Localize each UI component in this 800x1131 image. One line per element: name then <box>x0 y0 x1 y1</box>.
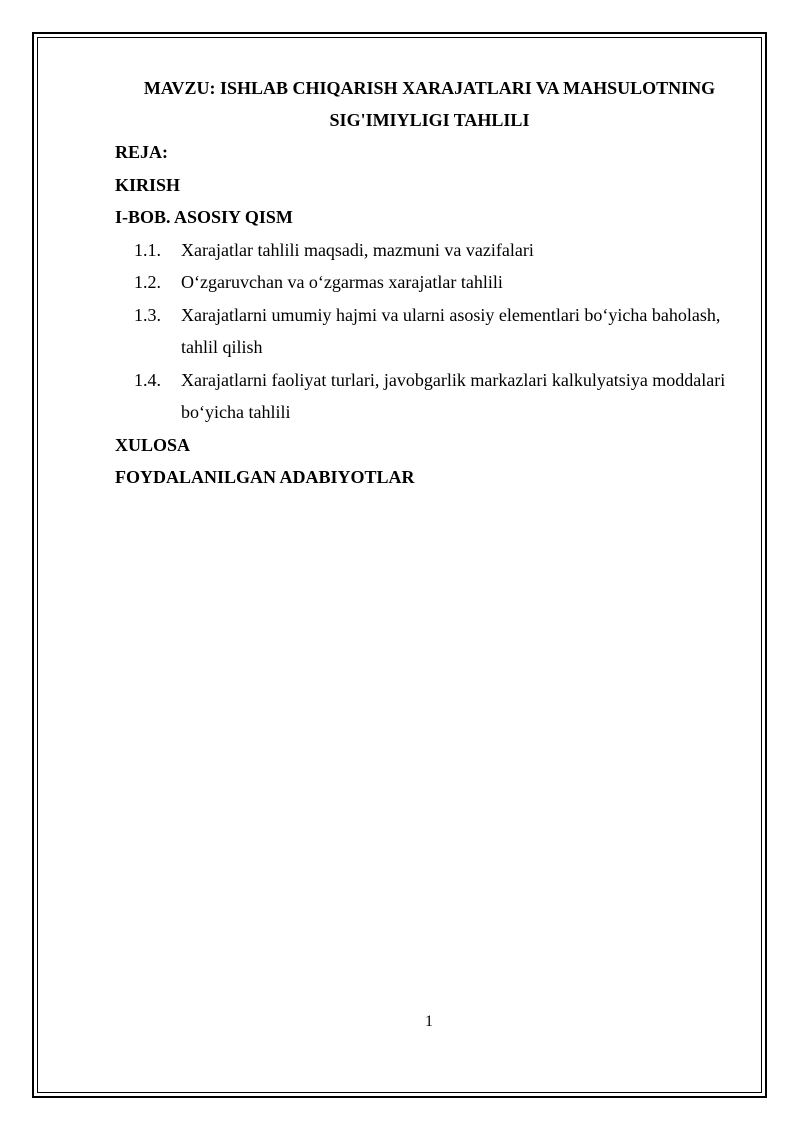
plan-item-text: Xarajatlarni umumiy hajmi va ularni asosiy elementlari bo‘yicha baholash, tahlil qilish <box>181 304 721 357</box>
plan-item <box>115 364 730 429</box>
reja-heading: REJA: <box>115 142 168 162</box>
page-number: 1 <box>425 1013 433 1030</box>
plan-item <box>115 234 730 267</box>
plan-list <box>115 234 730 429</box>
kirish-heading: KIRISH <box>115 174 181 195</box>
plan-item <box>115 266 730 299</box>
plan-item-text: O‘zgaruvchan va o‘zgarmas xarajatlar tahlili <box>181 272 503 292</box>
document-content <box>115 72 730 494</box>
references-heading: FOYDALANILGAN ADABIYOTLAR <box>115 467 415 487</box>
xulosa-heading: XULOSA <box>115 434 191 455</box>
plan-item-number: 1.4. <box>134 369 161 390</box>
document-title <box>115 72 730 136</box>
title-line-2: SIG'IMIYLIGI TAHLILI <box>329 110 530 130</box>
plan-item-number: 1.3. <box>134 304 161 325</box>
plan-item <box>115 299 730 364</box>
plan-item-number: 1.1. <box>134 239 161 260</box>
plan-item-text: Xarajatlarni faoliyat turlari, javobgarlik markazlari kalkulyatsiya moddalari bo‘yicha tahlili <box>181 369 726 422</box>
title-line-1: MAVZU: ISHLAB CHIQARISH XARAJATLARI VA MAHSULOTNING <box>143 78 716 98</box>
chapter-1-heading: I-BOB. ASOSIY QISM <box>115 207 293 227</box>
plan-item-number: 1.2. <box>134 272 161 292</box>
plan-item-text: Xarajatlar tahlili maqsadi, mazmuni va vazifalari <box>181 239 534 260</box>
